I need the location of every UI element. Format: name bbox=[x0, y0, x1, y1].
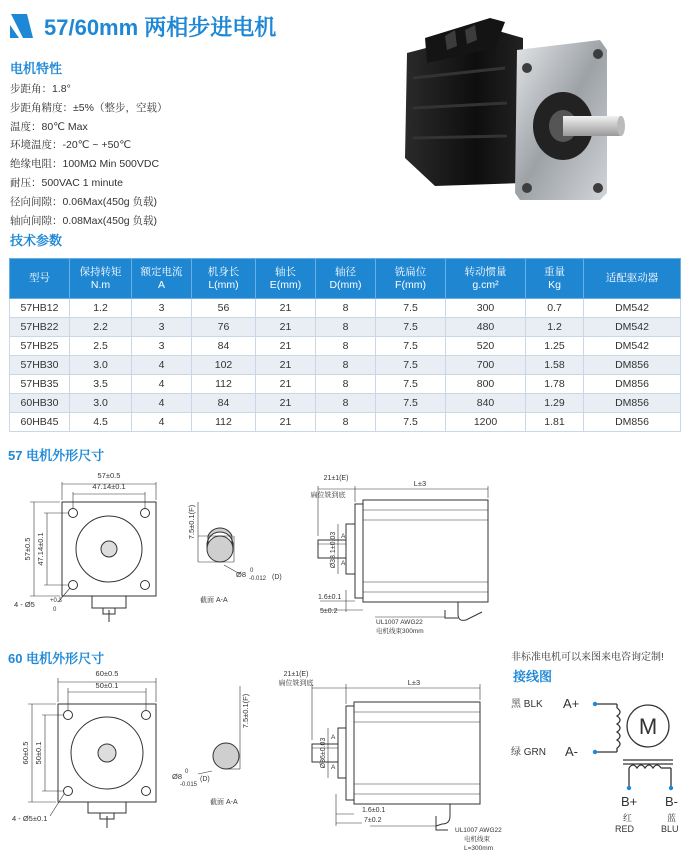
b-minus-terminal-icon bbox=[669, 786, 673, 790]
table-cell: 84 bbox=[192, 394, 256, 413]
spec-temperature: 温度：80℃ Max bbox=[10, 120, 88, 133]
table-cell: 0.7 bbox=[526, 299, 584, 318]
table-cell: 21 bbox=[256, 394, 316, 413]
table-cell: 7.5 bbox=[376, 375, 446, 394]
page-title: 57/60mm 两相步进电机 bbox=[44, 14, 277, 40]
wire-blue-en: BLU bbox=[661, 824, 679, 834]
dim60-front-view bbox=[28, 678, 156, 828]
wiring-diagram bbox=[505, 688, 695, 856]
table-cell: DM542 bbox=[584, 299, 681, 318]
table-cell: 8 bbox=[316, 337, 376, 356]
table-cell: 8 bbox=[316, 394, 376, 413]
dim57-outer-height: 57±0.5 bbox=[23, 537, 32, 561]
table-cell: 112 bbox=[192, 375, 256, 394]
dim57-arrow-a-top: A bbox=[341, 533, 346, 540]
dim57-cable2: 电机线束300mm bbox=[376, 628, 424, 635]
spec-step-accuracy: 步距角精度：±5%（整步，空载） bbox=[10, 101, 168, 114]
dim60-body-len: L±3 bbox=[407, 678, 421, 687]
table-cell: DM856 bbox=[584, 356, 681, 375]
table-cell: 3 bbox=[132, 318, 192, 337]
dim60-step1: 1.6±0.1 bbox=[362, 807, 386, 814]
table-cell: 3.0 bbox=[70, 356, 132, 375]
table-cell: 800 bbox=[446, 375, 526, 394]
motor-features-heading: 电机特性 bbox=[10, 61, 63, 76]
table-cell: 57HB30 bbox=[10, 356, 70, 375]
table-cell: 21 bbox=[256, 318, 316, 337]
table-cell: 21 bbox=[256, 375, 316, 394]
motor-symbol: M bbox=[638, 714, 658, 739]
table-cell: 7.5 bbox=[376, 337, 446, 356]
table-cell: DM542 bbox=[584, 318, 681, 337]
col-weight: 重量 Kg bbox=[526, 259, 584, 299]
table-cell: 300 bbox=[446, 299, 526, 318]
dim60-step2: 7±0.2 bbox=[364, 817, 382, 824]
wire-green-label: 绿 GRN bbox=[511, 747, 546, 758]
table-cell: 4 bbox=[132, 394, 192, 413]
a-minus-terminal-icon bbox=[593, 750, 597, 754]
dim57-front-view bbox=[30, 482, 156, 622]
dim60-shaft-len: 21±1(E) bbox=[283, 671, 309, 678]
dim57-boss: Ø38.1±0.03 bbox=[330, 531, 337, 569]
table-cell: 57HB25 bbox=[10, 337, 70, 356]
table-cell: 700 bbox=[446, 356, 526, 375]
dim60-cable1: UL1007 AWG22 bbox=[455, 827, 502, 834]
table-row bbox=[10, 375, 681, 394]
table-cell: 8 bbox=[316, 413, 376, 432]
table-cell: 3 bbox=[132, 299, 192, 318]
dim60-arrow-a-top: A bbox=[331, 734, 336, 741]
table-cell: 1.25 bbox=[526, 337, 584, 356]
col-holding-torque: 保持转矩 N.m bbox=[70, 259, 132, 299]
table-cell: 8 bbox=[316, 375, 376, 394]
dim60-shaft-d: (D) bbox=[200, 776, 210, 783]
table-cell: DM542 bbox=[584, 337, 681, 356]
wire-blue-cn: 蓝 bbox=[667, 813, 677, 823]
spec-withstand-voltage: 耐压：500VAC 1 minute bbox=[10, 176, 124, 189]
dim57-side-view bbox=[318, 486, 488, 620]
table-cell: 60HB30 bbox=[10, 394, 70, 413]
table-cell: 3.5 bbox=[70, 375, 132, 394]
table-cell: 57HB22 bbox=[10, 318, 70, 337]
dim57-heading: 57 电机外形尺寸 bbox=[8, 448, 105, 463]
dim57-holes: 4 - Ø5 bbox=[14, 600, 35, 609]
dim60-cable3: L=300mm bbox=[464, 845, 494, 852]
table-cell: 1.78 bbox=[526, 375, 584, 394]
table-row bbox=[10, 413, 681, 432]
dim60-side-view bbox=[312, 684, 480, 830]
dim57-shaft: Ø8 bbox=[236, 570, 247, 579]
col-driver: 适配驱动器 bbox=[584, 259, 681, 299]
table-cell: 1.2 bbox=[526, 318, 584, 337]
wiring-heading: 接线图 bbox=[513, 669, 553, 684]
table-cell: 21 bbox=[256, 299, 316, 318]
dim57-shaft-d: (D) bbox=[272, 574, 282, 581]
table-cell: 57HB35 bbox=[10, 375, 70, 394]
table-cell: 840 bbox=[446, 394, 526, 413]
table-cell: 1.58 bbox=[526, 356, 584, 375]
table-cell: 2.5 bbox=[70, 337, 132, 356]
table-cell: DM856 bbox=[584, 394, 681, 413]
b-plus-terminal-icon bbox=[627, 786, 631, 790]
dim60-hole-pitch: 50±0.1 bbox=[95, 681, 119, 690]
table-cell: 8 bbox=[316, 356, 376, 375]
dim57-body-len: L±3 bbox=[413, 479, 427, 488]
dim60-holes: 4 - Ø5±0.1 bbox=[12, 814, 48, 823]
table-cell: 8 bbox=[316, 299, 376, 318]
dim57-step1: 1.6±0.1 bbox=[318, 594, 342, 601]
table-row bbox=[10, 318, 681, 337]
table-cell: 56 bbox=[192, 299, 256, 318]
dim57-holes-tol-dn: 0 bbox=[53, 607, 57, 613]
dim57-holes-tol-up: +0.3 bbox=[50, 598, 62, 604]
table-cell: 7.5 bbox=[376, 299, 446, 318]
dim57-hole-pitch-v: 47.14±0.1 bbox=[36, 532, 45, 566]
table-cell: 1.81 bbox=[526, 413, 584, 432]
table-cell: 112 bbox=[192, 413, 256, 432]
table-cell: 7.5 bbox=[376, 356, 446, 375]
table-cell: DM856 bbox=[584, 375, 681, 394]
wire-red-cn: 红 bbox=[623, 813, 633, 823]
dim57-arrow-a-bottom: A bbox=[341, 560, 346, 567]
dim60-hole-pitch-v: 50±0.1 bbox=[34, 741, 43, 765]
dim57-section-view bbox=[198, 502, 240, 574]
table-cell: 4 bbox=[132, 375, 192, 394]
table-cell: 57HB12 bbox=[10, 299, 70, 318]
table-cell: 102 bbox=[192, 356, 256, 375]
table-row bbox=[10, 394, 681, 413]
table-cell: 4 bbox=[132, 356, 192, 375]
b-plus-label: B+ bbox=[621, 794, 638, 809]
table-cell: 7.5 bbox=[376, 413, 446, 432]
table-cell: 3 bbox=[132, 337, 192, 356]
table-row bbox=[10, 299, 681, 318]
dim60-arrow-a-bottom: A bbox=[331, 764, 336, 771]
dim60-boss: Ø36±0.03 bbox=[320, 737, 327, 769]
dim57-step2: 5±0.2 bbox=[320, 608, 338, 615]
dim57-shaft-tol-up: 0 bbox=[250, 568, 254, 574]
dim60-section-view bbox=[198, 686, 240, 774]
table-cell: 1200 bbox=[446, 413, 526, 432]
dim60-drawing bbox=[0, 666, 500, 856]
table-cell: 2.2 bbox=[70, 318, 132, 337]
dim60-shaft-tol-dn: -0.015 bbox=[180, 782, 198, 788]
col-flat: 铣扁位 F(mm) bbox=[376, 259, 446, 299]
col-inertia: 转动惯量 g.cm² bbox=[446, 259, 526, 299]
dim57-flat-note: 扁位铣到底 bbox=[310, 492, 346, 499]
a-minus-label: A- bbox=[565, 744, 578, 759]
stepper-motor-image bbox=[395, 8, 625, 208]
table-cell: 8 bbox=[316, 318, 376, 337]
table-cell: 4.5 bbox=[70, 413, 132, 432]
dim57-flat: 7.5±0.1(F) bbox=[187, 504, 196, 540]
b-minus-label: B- bbox=[665, 794, 678, 809]
dim57-cable1: UL1007 AWG22 bbox=[376, 619, 423, 626]
dim60-shaft-tol-up: 0 bbox=[185, 769, 189, 775]
col-shaft-length: 轴长 E(mm) bbox=[256, 259, 316, 299]
spec-insulation: 绝缘电阻：100MΩ Min 500VDC bbox=[10, 158, 160, 171]
table-cell: 60HB45 bbox=[10, 413, 70, 432]
dim60-heading: 60 电机外形尺寸 bbox=[8, 651, 105, 666]
spec-axial-play: 轴向间隙：0.08Max(450g 负载) bbox=[10, 214, 158, 227]
custom-order-note: 非标准电机可以来图来电咨询定制! bbox=[511, 652, 664, 663]
dim60-flat: 7.5±0.1(F) bbox=[241, 693, 250, 729]
dim57-hole-pitch: 47.14±0.1 bbox=[92, 482, 126, 491]
dim57-shaft-tol-dn: -0.012 bbox=[249, 576, 267, 582]
dim57-section-label: 截面 A-A bbox=[200, 597, 228, 604]
dim60-section-label: 截面 A-A bbox=[210, 799, 238, 806]
table-header-row bbox=[10, 259, 681, 299]
table-cell: 520 bbox=[446, 337, 526, 356]
table-cell: 480 bbox=[446, 318, 526, 337]
spec-table bbox=[9, 258, 681, 432]
table-row bbox=[10, 337, 681, 356]
wire-red-en: RED bbox=[615, 824, 635, 834]
table-cell: 7.5 bbox=[376, 318, 446, 337]
header-chevron-icon bbox=[10, 13, 36, 39]
wire-black-label: 黑 BLK bbox=[511, 699, 543, 710]
spec-ambient-temp: 环境温度：-20℃ ~ +50℃ bbox=[10, 139, 132, 152]
dim57-drawing bbox=[0, 462, 695, 642]
dim60-outer-width: 60±0.5 bbox=[95, 669, 119, 678]
table-cell: 3.0 bbox=[70, 394, 132, 413]
col-body-length: 机身长 L(mm) bbox=[192, 259, 256, 299]
dim60-cable2: 电机线束 bbox=[464, 836, 490, 843]
a-plus-label: A+ bbox=[563, 696, 580, 711]
dim60-shaft: Ø8 bbox=[172, 772, 183, 781]
table-cell: 76 bbox=[192, 318, 256, 337]
table-cell: 21 bbox=[256, 413, 316, 432]
col-rated-current: 额定电流 A bbox=[132, 259, 192, 299]
dim57-outer-width: 57±0.5 bbox=[97, 471, 121, 480]
table-row bbox=[10, 356, 681, 375]
tech-params-heading: 技术参数 bbox=[10, 233, 63, 248]
table-cell: 21 bbox=[256, 337, 316, 356]
col-model: 型号 bbox=[10, 259, 70, 299]
col-shaft-diameter: 轴径 D(mm) bbox=[316, 259, 376, 299]
table-cell: 84 bbox=[192, 337, 256, 356]
spec-list bbox=[10, 80, 167, 230]
dim60-outer-height: 60±0.5 bbox=[21, 741, 30, 765]
table-cell: 1.2 bbox=[70, 299, 132, 318]
spec-radial-play: 径向间隙：0.06Max(450g 负载) bbox=[10, 195, 158, 208]
dim57-shaft-len: 21±1(E) bbox=[323, 475, 349, 482]
a-plus-terminal-icon bbox=[593, 702, 597, 706]
page-header bbox=[10, 8, 276, 44]
table-cell: 1.29 bbox=[526, 394, 584, 413]
spec-step-angle: 步距角：1.8° bbox=[10, 83, 71, 95]
dim60-flat-note: 扁位铣到底 bbox=[278, 680, 314, 687]
table-cell: 21 bbox=[256, 356, 316, 375]
table-cell: 4 bbox=[132, 413, 192, 432]
table-cell: DM856 bbox=[584, 413, 681, 432]
table-cell: 7.5 bbox=[376, 394, 446, 413]
